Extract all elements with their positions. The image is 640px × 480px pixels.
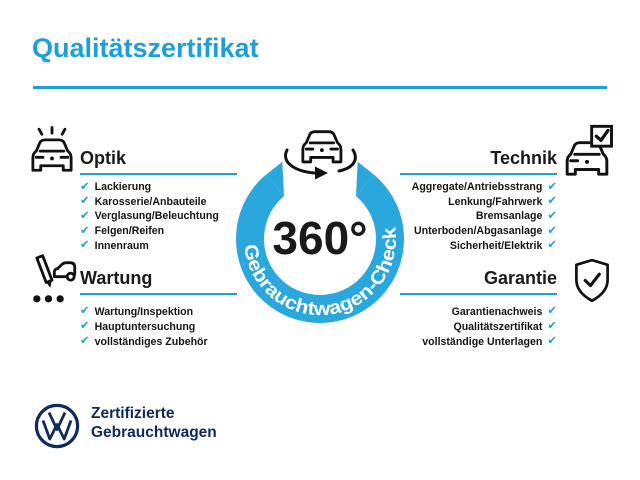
check-icon: ✔ (547, 320, 557, 332)
section-title-garantie: Garantie (400, 268, 557, 295)
360-check-ring (220, 112, 420, 332)
list-item (400, 195, 557, 210)
section-list-wartung (80, 304, 237, 349)
section-list-technik (400, 180, 557, 253)
list-item-label: Innenraum (94, 239, 149, 252)
list-item-label: vollständige Unterlagen (422, 335, 543, 348)
list-item-label: Qualitätszertifikat (453, 320, 543, 333)
list-item (400, 238, 557, 253)
check-icon: ✔ (80, 320, 90, 332)
check-icon: ✔ (547, 305, 557, 317)
vw-logo (33, 402, 81, 450)
check-icon: ✔ (80, 335, 90, 347)
check-icon: ✔ (80, 305, 90, 317)
page-title: Qualitätszertifikat (32, 33, 259, 63)
list-item (400, 209, 557, 224)
list-item (80, 224, 237, 239)
check-icon: ✔ (547, 224, 557, 237)
list-item-label: Lenkung/Fahrwerk (448, 195, 543, 208)
check-icon: ✔ (547, 239, 557, 252)
car-checkbox-icon (558, 124, 616, 180)
section-title-wartung: Wartung (80, 268, 237, 295)
list-item-label: Wartung/Inspektion (94, 305, 194, 318)
brand-line-1: Zertifizierte (91, 405, 175, 422)
ring-label: Gebrauchtwagen-Check (238, 227, 402, 321)
section-list-optik (80, 180, 237, 253)
check-icon: ✔ (80, 195, 90, 208)
list-item (80, 238, 237, 253)
list-item-label: Karosserie/Anbauteile (94, 195, 207, 208)
list-item (80, 334, 237, 349)
shield-check-icon (567, 254, 617, 310)
list-item-label: Garantienachweis (451, 305, 543, 318)
list-item-label: Aggregate/Antriebsstrang (411, 181, 543, 194)
degree-label: 360° (272, 212, 368, 264)
check-icon: ✔ (80, 180, 90, 193)
list-item (400, 334, 557, 349)
list-item (400, 180, 557, 195)
list-item-label: Felgen/Reifen (94, 225, 165, 238)
brand-line-2: Gebrauchtwagen (91, 424, 217, 441)
check-icon: ✔ (547, 335, 557, 347)
section-list-garantie (400, 304, 557, 349)
list-item-label: vollständiges Zubehör (94, 335, 208, 348)
section-title-optik: Optik (80, 148, 237, 175)
list-item-label: Unterboden/Abgasanlage (414, 225, 543, 238)
list-item-label: Verglasung/Beleuchtung (94, 210, 219, 223)
list-item (400, 304, 557, 319)
list-item-label: Hauptuntersuchung (94, 320, 196, 333)
check-icon: ✔ (547, 195, 557, 208)
list-item-label: Lackierung (94, 181, 152, 194)
check-icon: ✔ (547, 209, 557, 222)
check-icon: ✔ (547, 180, 557, 193)
list-item-label: Sicherheit/Elektrik (449, 239, 543, 252)
list-item (80, 180, 237, 195)
list-item (400, 224, 557, 239)
car-rotation-icon (303, 132, 341, 162)
car-front-shine-icon (25, 124, 79, 176)
brand-text (91, 404, 217, 442)
check-icon: ✔ (80, 224, 90, 237)
check-icon: ✔ (80, 239, 90, 252)
list-item (80, 319, 237, 334)
list-item (80, 209, 237, 224)
pencil-checklist-car-icon (24, 252, 80, 306)
list-item (400, 319, 557, 334)
list-item-label: Bremsanlage (475, 210, 543, 223)
section-title-technik: Technik (400, 148, 557, 175)
header-divider (33, 86, 607, 89)
list-item (80, 195, 237, 210)
check-icon: ✔ (80, 209, 90, 222)
list-item (80, 304, 237, 319)
